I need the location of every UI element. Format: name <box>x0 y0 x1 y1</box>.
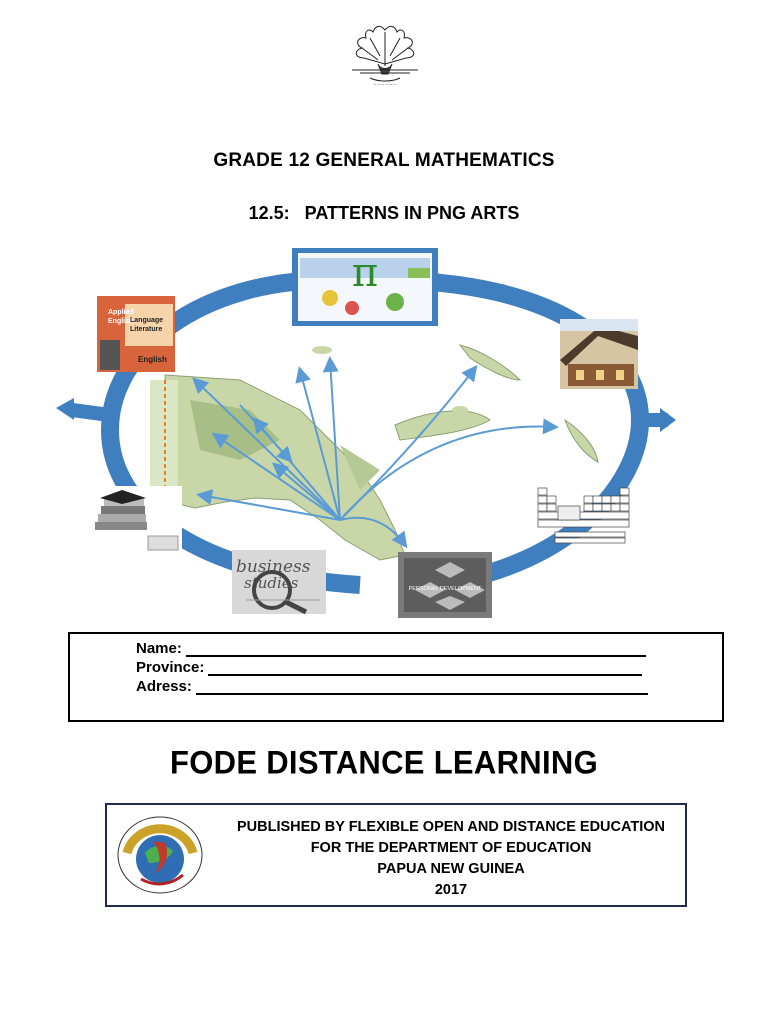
fode-heading: FODE DISTANCE LEARNING <box>170 744 598 781</box>
document-title: GRADE 12 GENERAL MATHEMATICS <box>213 150 555 171</box>
svg-text:studies: studies <box>244 574 299 592</box>
publisher-line-2: FOR THE DEPARTMENT OF EDUCATION <box>310 840 592 856</box>
svg-text:English: English <box>138 355 167 364</box>
school-building-image <box>560 319 638 389</box>
flexible-open-distance-education-logo-icon <box>115 813 205 897</box>
publisher-box <box>105 803 687 907</box>
svg-text:business: business <box>236 557 311 577</box>
graduation-books-image <box>86 486 182 554</box>
cover-graphic <box>0 240 768 630</box>
svg-text:PERSONAL DEVELOPMENT: PERSONAL DEVELOPMENT <box>408 586 482 592</box>
business-studies-image <box>232 550 326 614</box>
svg-text:English: English <box>108 318 134 325</box>
svg-text:π: π <box>351 250 379 296</box>
svg-text:Language: Language <box>130 317 164 324</box>
address-label: Adress: <box>136 678 192 695</box>
personal-development-image <box>398 552 492 618</box>
unit-subtitle: 12.5: PATTERNS IN PNG ARTS <box>248 203 520 223</box>
png-national-emblem-icon <box>340 20 430 90</box>
papua-new-guinea-map-icon <box>150 345 598 560</box>
svg-text:Literature: Literature <box>130 326 163 333</box>
english-books-image <box>97 296 175 372</box>
province-field[interactable] <box>68 659 642 676</box>
name-label: Name: <box>136 640 182 657</box>
address-line[interactable] <box>196 681 648 695</box>
svg-text:Applied: Applied <box>108 309 134 316</box>
svg-text:~ ~ ~ ~ ~ ~: ~ ~ ~ ~ ~ ~ <box>373 83 397 88</box>
name-line[interactable] <box>186 643 646 657</box>
province-line[interactable] <box>208 662 642 676</box>
publisher-line-3: PAPUA NEW GUINEA <box>377 861 525 877</box>
province-label: Province: <box>136 659 205 676</box>
publication-year: 2017 <box>434 882 468 898</box>
maths-pi-collage-image <box>292 248 438 326</box>
address-field[interactable] <box>68 678 648 695</box>
name-field[interactable] <box>68 640 646 657</box>
publisher-line-1: PUBLISHED BY FLEXIBLE OPEN AND DISTANCE EDUCATION <box>236 819 666 835</box>
periodic-table-image <box>538 488 629 543</box>
